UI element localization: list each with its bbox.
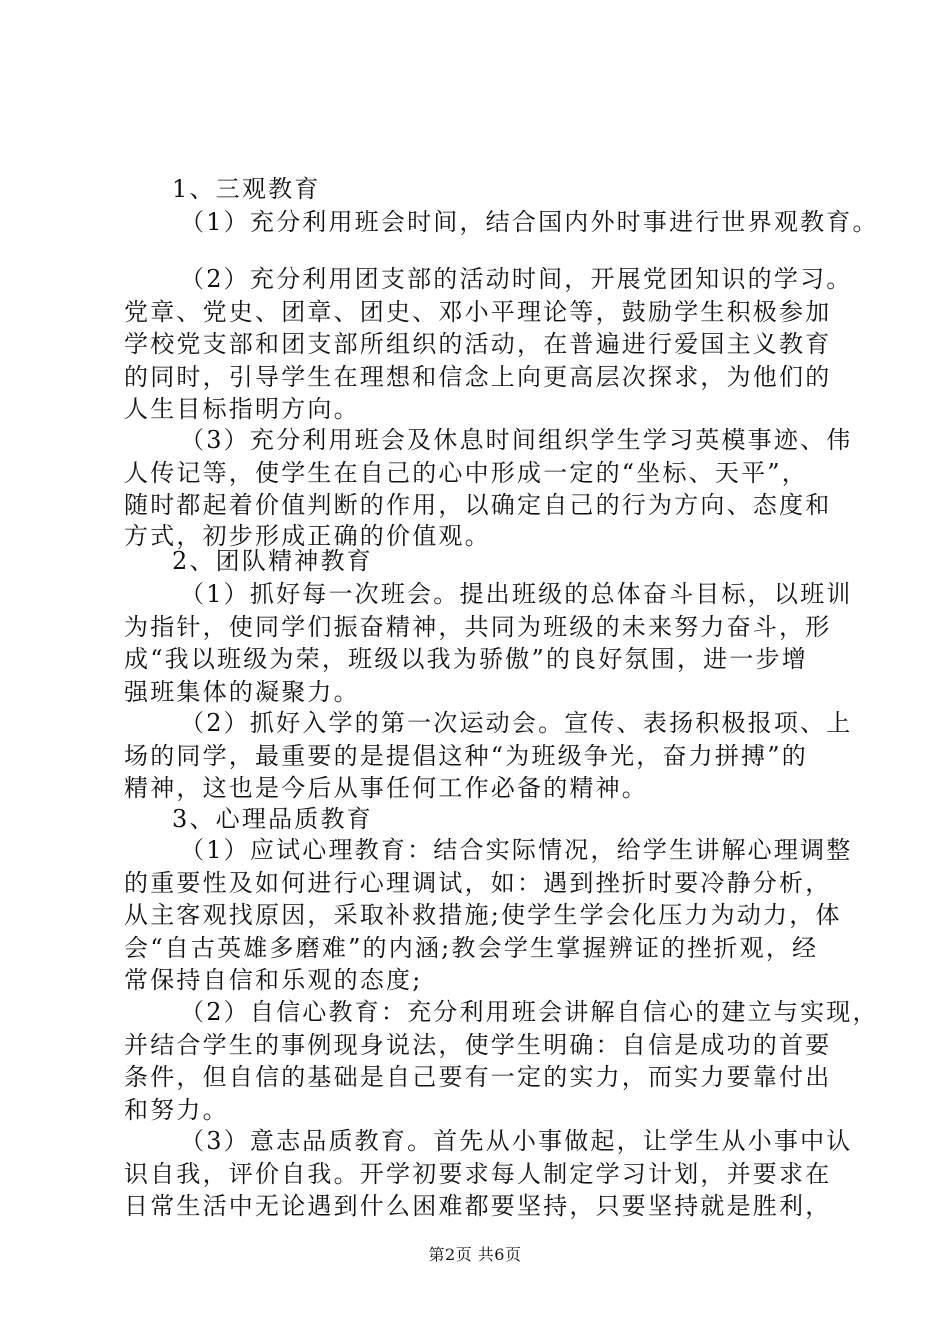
section-heading-1: 1、三观教育 bbox=[172, 175, 321, 203]
paragraph-line: （3）充分利用班会及休息时间组织学生学习英模事迹、伟 bbox=[180, 426, 853, 454]
paragraph-line: 识自我，评价自我。开学初要求每人制定学习计划，并要求在 bbox=[124, 1160, 832, 1188]
paragraph-line: 并结合学生的事例现身说法，使学生明确：自信是成功的首要 bbox=[124, 1031, 832, 1059]
paragraph-line: （1）应试心理教育：结合实际情况，给学生讲解心理调整 bbox=[180, 836, 853, 864]
paragraph-line: 条件，但自信的基础是自己要有一定的实力，而实力要靠付出 bbox=[124, 1063, 832, 1091]
paragraph-line: （2）充分利用团支部的活动时间，开展党团知识的学习。 bbox=[180, 265, 853, 293]
paragraph-line: 日常生活中无论遇到什么困难都要坚持，只要坚持就是胜利， bbox=[124, 1192, 832, 1220]
section-heading-2: 2、团队精神教育 bbox=[172, 547, 373, 575]
paragraph-line: （1）充分利用班会时间，结合国内外时事进行世界观教育。 bbox=[180, 208, 879, 236]
paragraph-line: 人传记等，使学生在自己的心中形成一定的“坐标、天平”， bbox=[124, 459, 808, 487]
paragraph-line: 为指针，使同学们振奋精神，共同为班级的未来努力奋斗，形 bbox=[124, 613, 832, 641]
section-heading-3: 3、心理品质教育 bbox=[172, 805, 373, 833]
paragraph-line: （3）意志品质教育。首先从小事做起，让学生从小事中认 bbox=[180, 1127, 853, 1155]
paragraph-line: （2）自信心教育：充分利用班会讲解自信心的建立与实现， bbox=[180, 998, 879, 1026]
paragraph-line: 党章、党史、团章、团史、邓小平理论等，鼓励学生积极参加 bbox=[124, 298, 832, 326]
paragraph-line: 随时都起着价值判断的作用，以确定自己的行为方向、态度和 bbox=[124, 491, 832, 519]
paragraph-line: （2）抓好入学的第一次运动会。宣传、表扬积极报项、上 bbox=[180, 709, 853, 737]
paragraph-line: 方式，初步形成正确的价值观。 bbox=[124, 522, 491, 550]
paragraph-line: 常保持自信和乐观的态度; bbox=[124, 966, 423, 994]
paragraph-line: 精神，这也是今后从事任何工作必备的精神。 bbox=[124, 774, 648, 802]
page-footer: 第2页 共6页 bbox=[428, 1245, 522, 1264]
paragraph-line: 成“我以班级为荣，班级以我为骄傲”的良好氛围，进一步增 bbox=[124, 645, 808, 673]
paragraph-line: 会“自古英雄多磨难”的内涵;教会学生掌握辨证的挫折观，经 bbox=[124, 934, 819, 962]
paragraph-line: 强班集体的凝聚力。 bbox=[124, 678, 360, 706]
paragraph-line: 从主客观找原因，采取补救措施;使学生学会化压力为动力，体 bbox=[124, 901, 842, 929]
paragraph-line: 和努力。 bbox=[124, 1096, 229, 1124]
paragraph-line: 的同时，引导学生在理想和信念上向更高层次探求，为他们的 bbox=[124, 363, 832, 391]
paragraph-line: 场的同学，最重要的是提倡这种“为班级争光，奋力拼搏”的 bbox=[124, 742, 808, 770]
paragraph-line: 学校党支部和团支部所组织的活动，在普遍进行爱国主义教育 bbox=[124, 330, 832, 358]
paragraph-line: （1）抓好每一次班会。提出班级的总体奋斗目标，以班训 bbox=[180, 580, 853, 608]
paragraph-line: 的重要性及如何进行心理调试，如：遇到挫折时要冷静分析， bbox=[124, 869, 832, 897]
paragraph-line: 人生目标指明方向。 bbox=[124, 395, 360, 423]
